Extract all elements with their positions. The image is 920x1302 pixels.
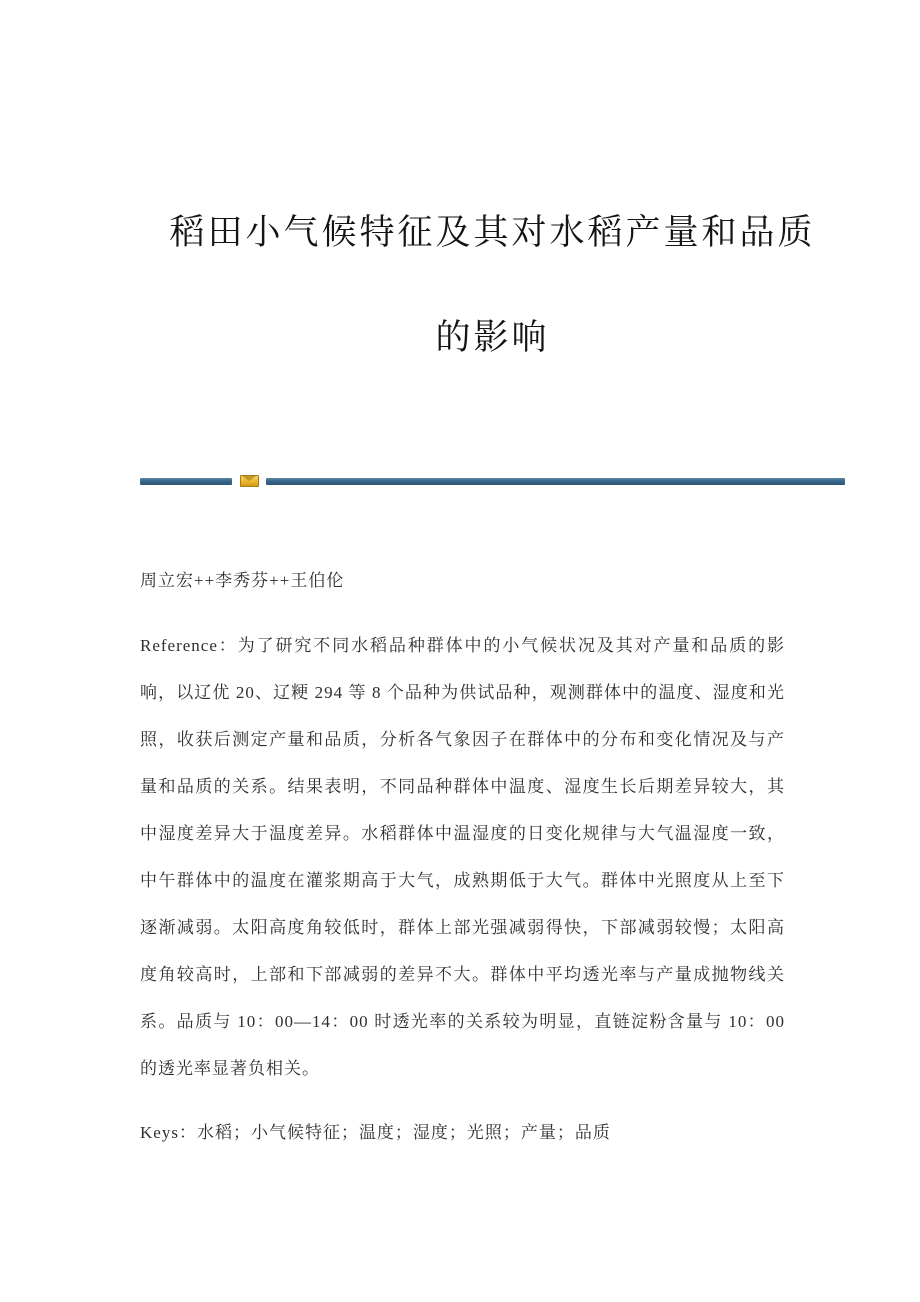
envelope-icon — [240, 475, 259, 487]
authors-line: 周立宏++李秀芬++王伯伦 — [140, 571, 345, 590]
divider-bar-right — [266, 478, 845, 485]
document-title — [140, 0, 845, 390]
section-divider — [140, 475, 845, 487]
keywords-line: Keys：水稻；小气候特征；温度；湿度；光照；产量；品质 — [140, 1123, 611, 1142]
title-line-2: 的影响 — [435, 318, 550, 357]
divider-bar-left — [140, 478, 232, 485]
title-line-1: 稻田小气候特征及其对水稻产量和品质 — [169, 213, 816, 252]
abstract-paragraph: Reference：为了研究不同水稻品种群体中的小气候状况及其对产量和品质的影响，以辽优 20、辽粳 294 等 8 个品种为供试品种，观测群体中的温度、湿度和光照，收获后测定产量和品质，分析各气象因子在群体中的分布和变化情况及与产量和品质的关系。结果表明，不同品种群体中温度、湿度生长后期差异较大，其中湿度差异大于温度差异。水稻群体中温湿度的日变化规律与大气温湿度一致，中午群体中的温度在灌浆期高于大气，成熟期低于大气。群体中光照度从上至下逐渐减弱。太阳高度角较低时，群体上部光强减弱得快，下部减弱较慢；太阳高度角较高时，上部和下部减弱的差异不大。群体中平均透光率与产量成抛物线关系。品质与 10：00—14：00 时透光率的关系较为明显，直链淀粉含量与 10：00 的透光率显著负相关。 — [140, 636, 785, 1078]
divider-icon-slot — [232, 475, 266, 487]
